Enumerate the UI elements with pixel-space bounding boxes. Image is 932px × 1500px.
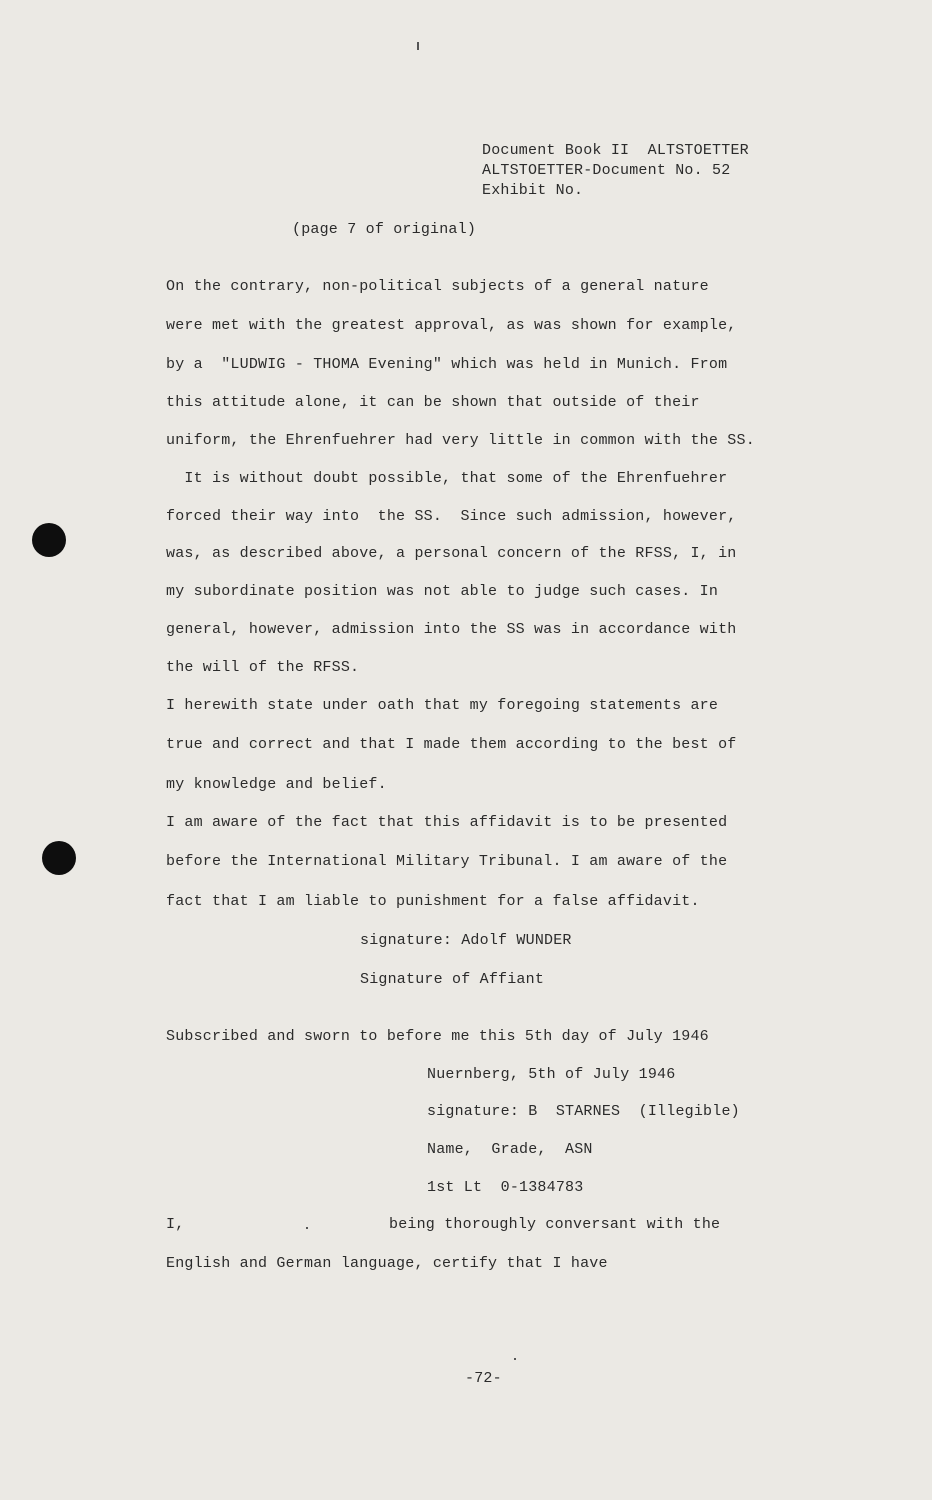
header-exhibit-no: Exhibit No. <box>482 182 584 199</box>
body-line: this attitude alone, it can be shown that outside of their <box>166 394 700 411</box>
ink-dot <box>306 1227 308 1229</box>
body-line: It is without doubt possible, that some of the Ehrenfuehrer <box>166 470 728 487</box>
page-reference: (page 7 of original) <box>292 221 477 238</box>
punch-hole-lower <box>42 841 76 875</box>
jurat-sworn-statement: Subscribed and sworn to before me this 5th day of July 1946 <box>166 1028 709 1045</box>
jurat-place-date: Nuernberg, 5th of July 1946 <box>427 1066 676 1083</box>
body-line: the will of the RFSS. <box>166 659 360 676</box>
translator-line-end: being thoroughly conversant with the <box>389 1216 721 1233</box>
jurat-rank-asn: 1st Lt 0-1384783 <box>427 1179 584 1196</box>
body-line: fact that I am liable to punishment for a false affidavit. <box>166 893 700 910</box>
body-line: my knowledge and belief. <box>166 776 387 793</box>
page-number: -72- <box>465 1370 502 1387</box>
body-line: general, however, admission into the SS was in accordance with <box>166 621 737 638</box>
body-line: were met with the greatest approval, as was shown for example, <box>166 317 737 334</box>
body-line: my subordinate position was not able to judge such cases. In <box>166 583 719 600</box>
body-line: On the contrary, non-political subjects of a general nature <box>166 278 709 295</box>
punch-hole-upper <box>32 523 66 557</box>
body-line: before the International Military Tribunal. I am aware of the <box>166 853 728 870</box>
body-line: was, as described above, a personal concern of the RFSS, I, in <box>166 545 737 562</box>
header-document-no: ALTSTOETTER-Document No. 52 <box>482 162 731 179</box>
body-line: I am aware of the fact that this affidavit is to be presented <box>166 814 728 831</box>
affiant-signature: signature: Adolf WUNDER <box>360 932 572 949</box>
body-line: forced their way into the SS. Since such admission, however, <box>166 508 737 525</box>
header-book-ref: Document Book II ALTSTOETTER <box>482 142 749 159</box>
body-line: I herewith state under oath that my foregoing statements are <box>166 697 719 714</box>
translator-line-start: I, <box>166 1216 185 1233</box>
body-line: uniform, the Ehrenfuehrer had very little in common with the SS. <box>166 432 755 449</box>
jurat-signature: signature: B STARNES (Illegible) <box>427 1103 740 1120</box>
body-line: true and correct and that I made them according to the best of <box>166 736 737 753</box>
translator-line: English and German language, certify that I have <box>166 1255 608 1272</box>
jurat-name-grade: Name, Grade, ASN <box>427 1141 593 1158</box>
affiant-signature-label: Signature of Affiant <box>360 971 545 988</box>
body-line: by a "LUDWIG - THOMA Evening" which was held in Munich. From <box>166 356 728 373</box>
ink-dot <box>514 1358 516 1360</box>
ink-mark <box>417 42 419 50</box>
